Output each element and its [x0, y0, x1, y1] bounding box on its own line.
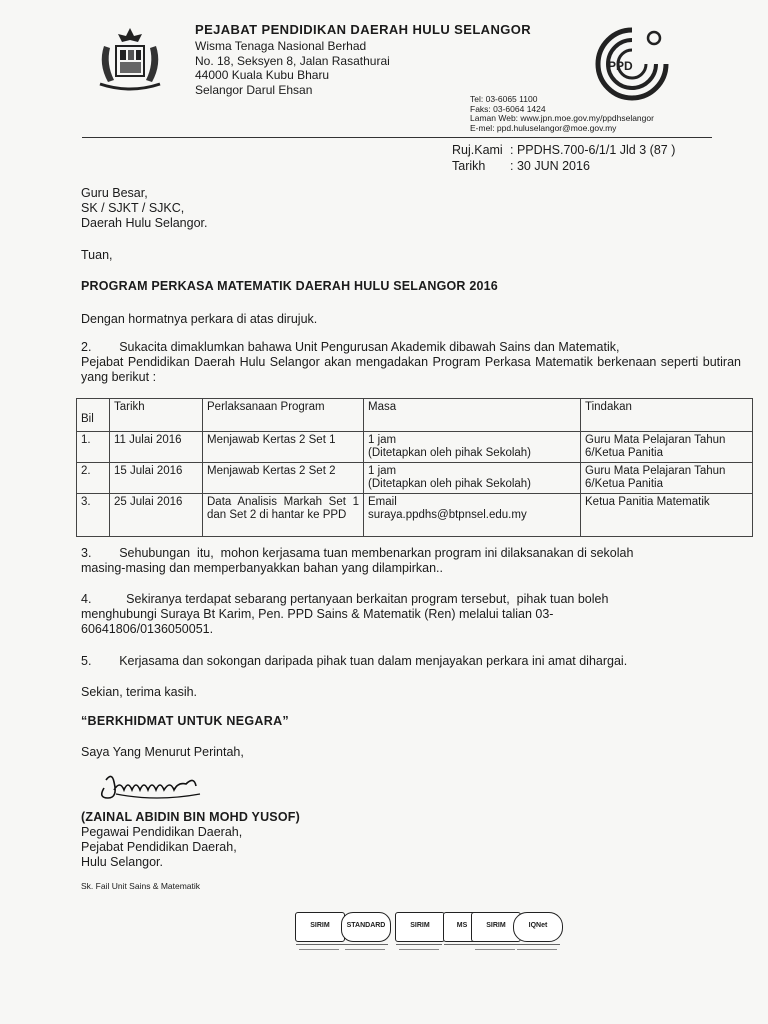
- organization-address: [195, 39, 390, 97]
- certification-badge: SIRIM: [469, 910, 521, 956]
- table-header-cell: Masa: [364, 399, 581, 432]
- contact-line: E-mel: ppd.huluselangor@moe.gov.my: [470, 122, 617, 133]
- table-row: [77, 494, 753, 537]
- table-cell: 11 Julai 2016: [110, 432, 203, 463]
- letterhead-divider: [82, 137, 712, 138]
- reference-value: : PPDHS.700-6/1/1 Jld 3 (87 ): [510, 143, 676, 157]
- subject-heading: PROGRAM PERKASA MATEMATIK DAERAH HULU SELANGOR 2016: [81, 279, 498, 293]
- paragraph-first-line: 4. Sekiranya terdapat sebarang pertanyaan berkaitan program tersebut, pihak tuan boleh: [81, 592, 609, 606]
- signatory-title: Pejabat Pendidikan Daerah,: [81, 840, 237, 854]
- reference-block: [452, 142, 675, 174]
- address-line: No. 18, Seksyen 8, Jalan Rasathurai: [195, 53, 390, 68]
- ppd-logo-text: PPD: [608, 59, 633, 73]
- table-cell: Data Analisis Markah Set 1 dan Set 2 di hantar ke PPD: [203, 494, 364, 537]
- table-cell: 15 Julai 2016: [110, 463, 203, 494]
- address-line: Wisma Tenaga Nasional Berhad: [195, 39, 367, 53]
- signatory-block: [81, 810, 300, 870]
- certification-badge: SIRIM: [393, 910, 445, 956]
- table-cell: 3.: [77, 494, 110, 537]
- contact-line: Tel: 03-6065 1100: [470, 94, 538, 104]
- signature-image: [96, 768, 208, 806]
- table-cell: 25 Julai 2016: [110, 494, 203, 537]
- paragraph-3: [81, 546, 741, 576]
- table-header-cell: Perlaksanaan Program: [203, 399, 364, 432]
- table-cell: Email suraya.ppdhs@btpnsel.edu.my: [364, 494, 581, 537]
- contact-line: Faks: 03-6064 1424: [470, 103, 546, 114]
- certification-badge: SIRIM: [293, 910, 345, 956]
- table-row: [77, 432, 753, 463]
- paragraph-body: masing-masing dan memperbanyakkan bahan yang dilampirkan..: [81, 561, 444, 575]
- date-label: Tarikh: [452, 159, 486, 173]
- paragraph-first-line: 3. Sehubungan itu, mohon kerjasama tuan membenarkan program ini dilaksanakan di sekolah: [81, 546, 634, 560]
- file-reference-note: Sk. Fail Unit Sains & Matematik: [81, 881, 201, 891]
- table-header-cell: Tarikh: [110, 399, 203, 432]
- date-value: : 30 JUN 2016: [510, 159, 590, 173]
- paragraph-4: [81, 592, 741, 637]
- paragraph-first-line: 2. Sukacita dimaklumkan bahawa Unit Pengurusan Akademik dibawah Sains dan Matematik,: [81, 340, 620, 354]
- table-cell: 1 jam (Ditetapkan oleh pihak Sekolah): [364, 432, 581, 463]
- recipient-line: Guru Besar,: [81, 186, 148, 200]
- coat-of-arms-logo: [90, 24, 170, 94]
- table-header-row: [77, 399, 753, 432]
- table-cell: 1.: [77, 432, 110, 463]
- paragraph-body: Pejabat Pendidikan Daerah Hulu Selangor akan mengadakan Program Perkasa Matematik berkenaan seperti butiran yang berikut :: [81, 355, 741, 384]
- table-header-cell: Bil: [77, 399, 110, 432]
- signatory-title: Hulu Selangor.: [81, 855, 164, 869]
- table-cell: 1 jam (Ditetapkan oleh pihak Sekolah): [364, 463, 581, 494]
- paragraph-5: 5. Kerjasama dan sokongan daripada pihak tuan dalam menjayakan perkara ini amat dihargai.: [81, 654, 628, 668]
- address-line: 44000 Kuala Kubu Bharu: [195, 68, 330, 82]
- table-cell: Menjawab Kertas 2 Set 2: [203, 463, 364, 494]
- recipient-line: Daerah Hulu Selangor.: [81, 216, 208, 230]
- intro-paragraph: Dengan hormatnya perkara di atas dirujuk.: [81, 312, 318, 326]
- paragraph-2: [81, 340, 741, 385]
- organization-name: PEJABAT PENDIDIKAN DAERAH HULU SELANGOR: [195, 22, 532, 37]
- table-cell: Guru Mata Pelajaran Tahun 6/Ketua Panitia: [581, 432, 753, 463]
- signatory-title: Pegawai Pendidikan Daerah,: [81, 825, 243, 839]
- ppd-logo: [588, 22, 676, 102]
- recipient-block: [81, 186, 207, 231]
- address-line: Selangor Darul Ehsan: [195, 82, 313, 97]
- certification-badge: STANDARD: [339, 910, 391, 956]
- motto: “BERKHIDMAT UNTUK NEGARA”: [81, 714, 289, 728]
- certification-badge: IQNet: [511, 910, 563, 956]
- table-cell: Guru Mata Pelajaran Tahun 6/Ketua Panitia: [581, 463, 753, 494]
- recipient-line: SK / SJKT / SJKC,: [81, 201, 185, 215]
- paragraph-body: menghubungi Suraya Bt Karim, Pen. PPD Sains & Matematik (Ren) melalui talian 03-60641806/0136050051.: [81, 607, 554, 636]
- closing-line: Sekian, terima kasih.: [81, 685, 198, 699]
- table-cell: Menjawab Kertas 2 Set 1: [203, 432, 364, 463]
- contact-block: [470, 95, 654, 133]
- salutation: Tuan,: [81, 248, 113, 262]
- table-cell: 2.: [77, 463, 110, 494]
- certification-badge: MS: [441, 910, 481, 956]
- program-table: [76, 398, 753, 537]
- table-header-cell: Tindakan: [581, 399, 753, 432]
- reference-label: Ruj.Kami: [452, 143, 503, 157]
- contact-line: Laman Web: www.jpn.moe.gov.my/ppdhselangor: [470, 113, 654, 123]
- table-row: [77, 463, 753, 494]
- sign-off: Saya Yang Menurut Perintah,: [81, 745, 244, 759]
- table-cell: Ketua Panitia Matematik: [581, 494, 753, 537]
- signatory-name: (ZAINAL ABIDIN BIN MOHD YUSOF): [81, 810, 300, 824]
- certification-logos: [293, 910, 559, 960]
